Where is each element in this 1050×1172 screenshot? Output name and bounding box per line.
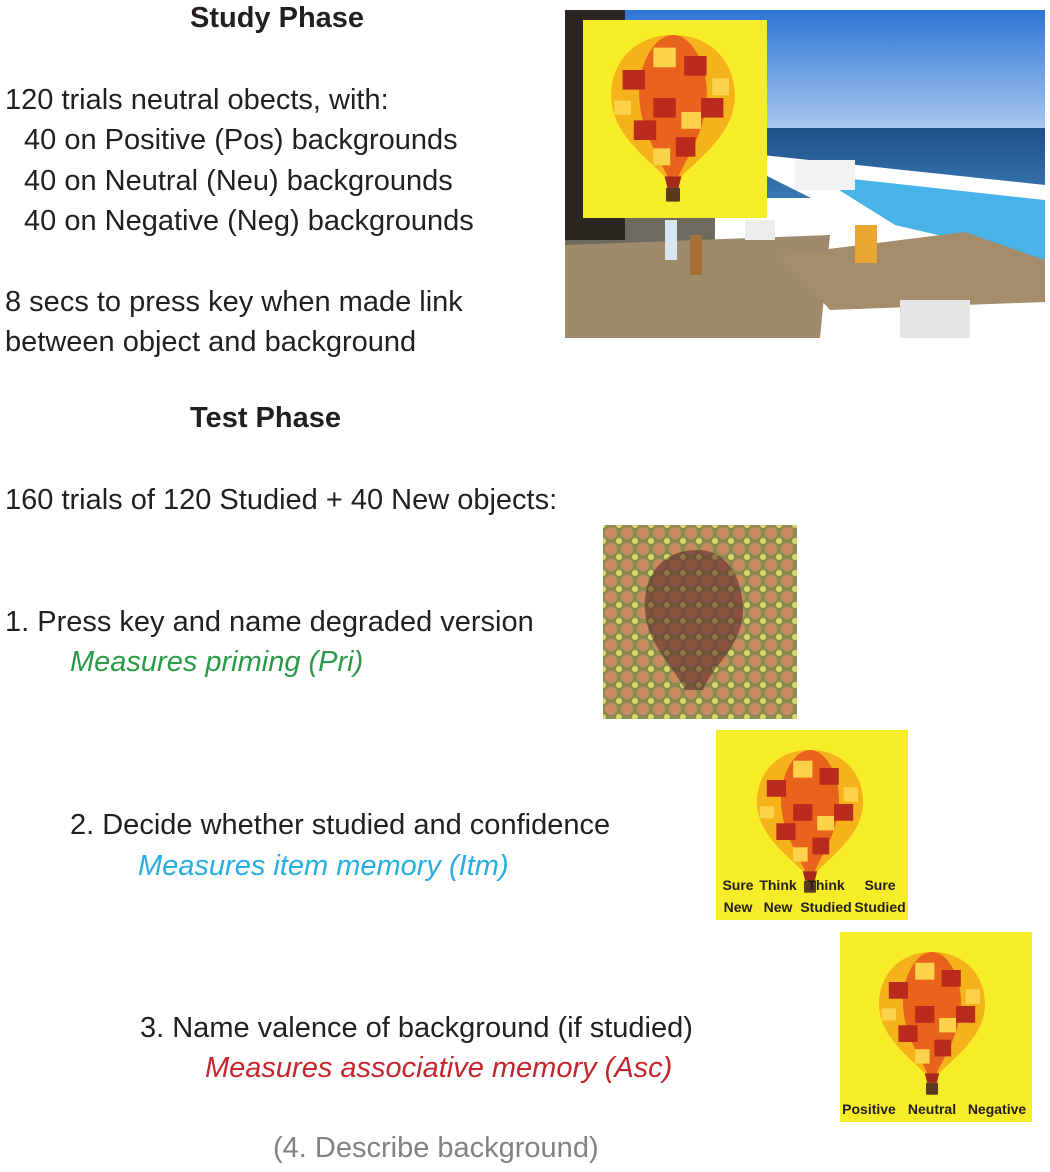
- test-step-4: (4. Describe background): [273, 1132, 599, 1164]
- confidence-option-think-studied[interactable]: Think Studied: [800, 877, 852, 915]
- confidence-option-sure-studied[interactable]: Sure Studied: [854, 877, 906, 915]
- confidence-panel: [716, 730, 908, 920]
- test-step-3-measure: Measures associative memory (Asc): [205, 1052, 673, 1084]
- test-step-1: 1. Press key and name degraded version: [5, 606, 534, 638]
- valence-panel: [840, 932, 1032, 1122]
- valence-option-negative[interactable]: Negative: [967, 1101, 1027, 1117]
- test-step-1-measure: Measures priming (Pri): [70, 646, 364, 678]
- test-step-2-measure: Measures item memory (Itm): [138, 850, 509, 882]
- test-phase-title: Test Phase: [190, 402, 341, 434]
- degraded-balloon: [603, 525, 797, 719]
- study-line-5: 8 secs to press key when made link: [5, 286, 463, 318]
- study-phase-title: Study Phase: [190, 2, 365, 34]
- confidence-option-think-new[interactable]: Think New: [759, 877, 797, 915]
- degraded-object-image: [603, 525, 797, 719]
- valence-option-neutral[interactable]: Neutral: [907, 1101, 957, 1117]
- balloon-icon: [872, 946, 992, 1102]
- study-scene-image: [565, 10, 1045, 338]
- study-line-2: 40 on Positive (Pos) backgrounds: [24, 124, 458, 156]
- study-line-1: 120 trials neutral obects, with:: [5, 84, 389, 116]
- confidence-option-sure-new[interactable]: Sure New: [722, 877, 754, 915]
- study-line-6: between object and background: [5, 326, 417, 358]
- test-intro: 160 trials of 120 Studied + 40 New objects:: [5, 484, 558, 516]
- test-step-3: 3. Name valence of background (if studied): [140, 1012, 693, 1044]
- valence-option-positive[interactable]: Positive: [842, 1101, 896, 1117]
- balloon-icon: [603, 28, 743, 210]
- study-object-panel: [583, 20, 767, 218]
- study-line-4: 40 on Negative (Neg) backgrounds: [24, 205, 474, 237]
- test-step-2: 2. Decide whether studied and confidence: [70, 809, 611, 841]
- study-line-3: 40 on Neutral (Neu) backgrounds: [24, 165, 453, 197]
